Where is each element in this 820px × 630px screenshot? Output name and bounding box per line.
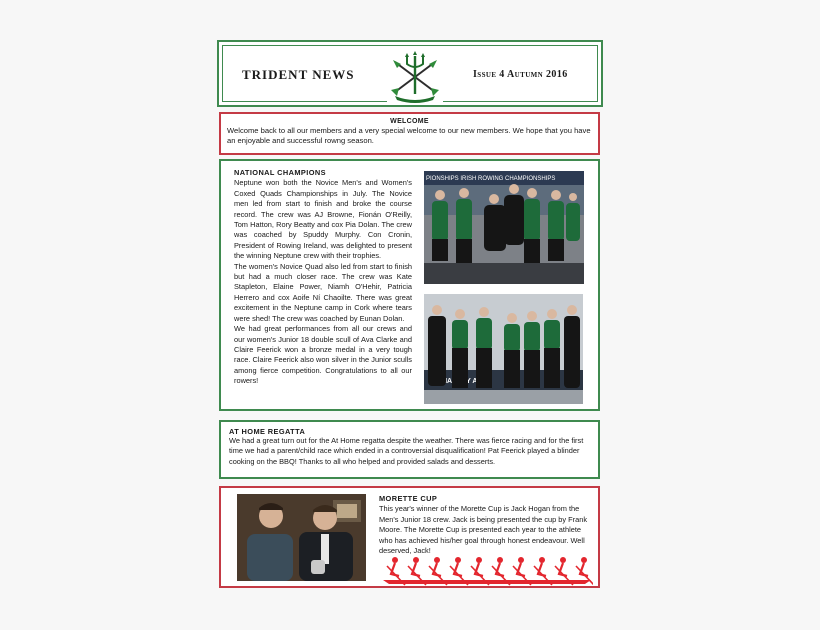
newsletter-header [217,40,603,107]
at-home-regatta-section [219,420,600,479]
morette-article [379,494,595,556]
welcome-section [219,112,600,155]
header-inner-frame [222,45,598,102]
mens-crew-photo-image [424,294,583,404]
trident-oars-logo-icon [387,50,443,104]
champions-article [234,168,412,387]
mens-crew-photo [424,294,583,404]
morette-text: This year's winner of the Morette Cup is Jack Hogan from the Men's Junior 18 crew. Jack is being presented the cup by Frank Moore. The Morette Cup is presented each year to the athlete who has achieved his/her goal through honest endeavour. Well deserved, Jack! [379,504,588,556]
womens-crew-photo-image [424,171,584,284]
champions-paragraph-3: We had great performances from all our crews and our women's Junior 18 double scull of Ava Clarke and Claire Feerick won a bronze medal in a very tough race. Claire Feerick also won silver in the Junior sculls among fierce competition. Congratulations to all our rowers! [234,324,412,386]
morette-cup-section [219,486,600,588]
womens-crew-photo [424,171,584,284]
champions-heading: NATIONAL CHAMPIONS [234,168,326,177]
rowing-crew-graphic-icon [381,554,593,586]
regatta-text: We had a great turn out for the At Home regatta despite the weather. There was fierce racing and for the first time we had a parent/child race which ended in a controversial disqualification! Pat Feerick played a blinder cooking on the BBQ! Thanks to all who helped and provided salads and desserts. [229,436,584,466]
newsletter-title: TRIDENT NEWS [242,67,355,82]
national-champions-section [219,159,600,411]
regatta-heading: AT HOME REGATTA [229,427,306,436]
morette-cup-presentation-photo [237,494,366,581]
morette-heading: MORETTE CUP [379,494,438,503]
photo1-banner-text: PIONSHIPS IRISH ROWING CHAMPIONSHIPS [426,176,556,182]
welcome-text: Welcome back to all our members and a very special welcome to our new members. We hope that you have an enjoyable and successful rowng season. [227,126,591,145]
champions-paragraph-2: The women's Novice Quad also led from start to finish but had a much closer race. The crew was Kate Stapleton, Elaine Power, Niamh O'Hehir, Patricia Herrero and cox Aoife Ní Chaoilte. There was great excitement in the Neptune camp in Cork where tears were shed! The crew was coached by Eunan Dolan. [234,261,412,323]
issue-label: Issue 4 Autumn 2016 [473,69,568,80]
morette-cup-photo-image [237,494,366,581]
champions-paragraph-1: Neptune won both the Novice Men's and Women's Coxed Quads Championships in July. The Novice men led from start to finish and broke the course record. The crew was AJ Browne, Fionán O'Reilly, Tom Hatton, Rory Beatty and cox Pia Dolan. The crew was coached by Spuddy Murphy. Con Cronin, President of Rowing Ireland, was delighted to present the winning Neptune crew with their trophies. [234,178,412,261]
welcome-heading: WELCOME [390,118,429,125]
